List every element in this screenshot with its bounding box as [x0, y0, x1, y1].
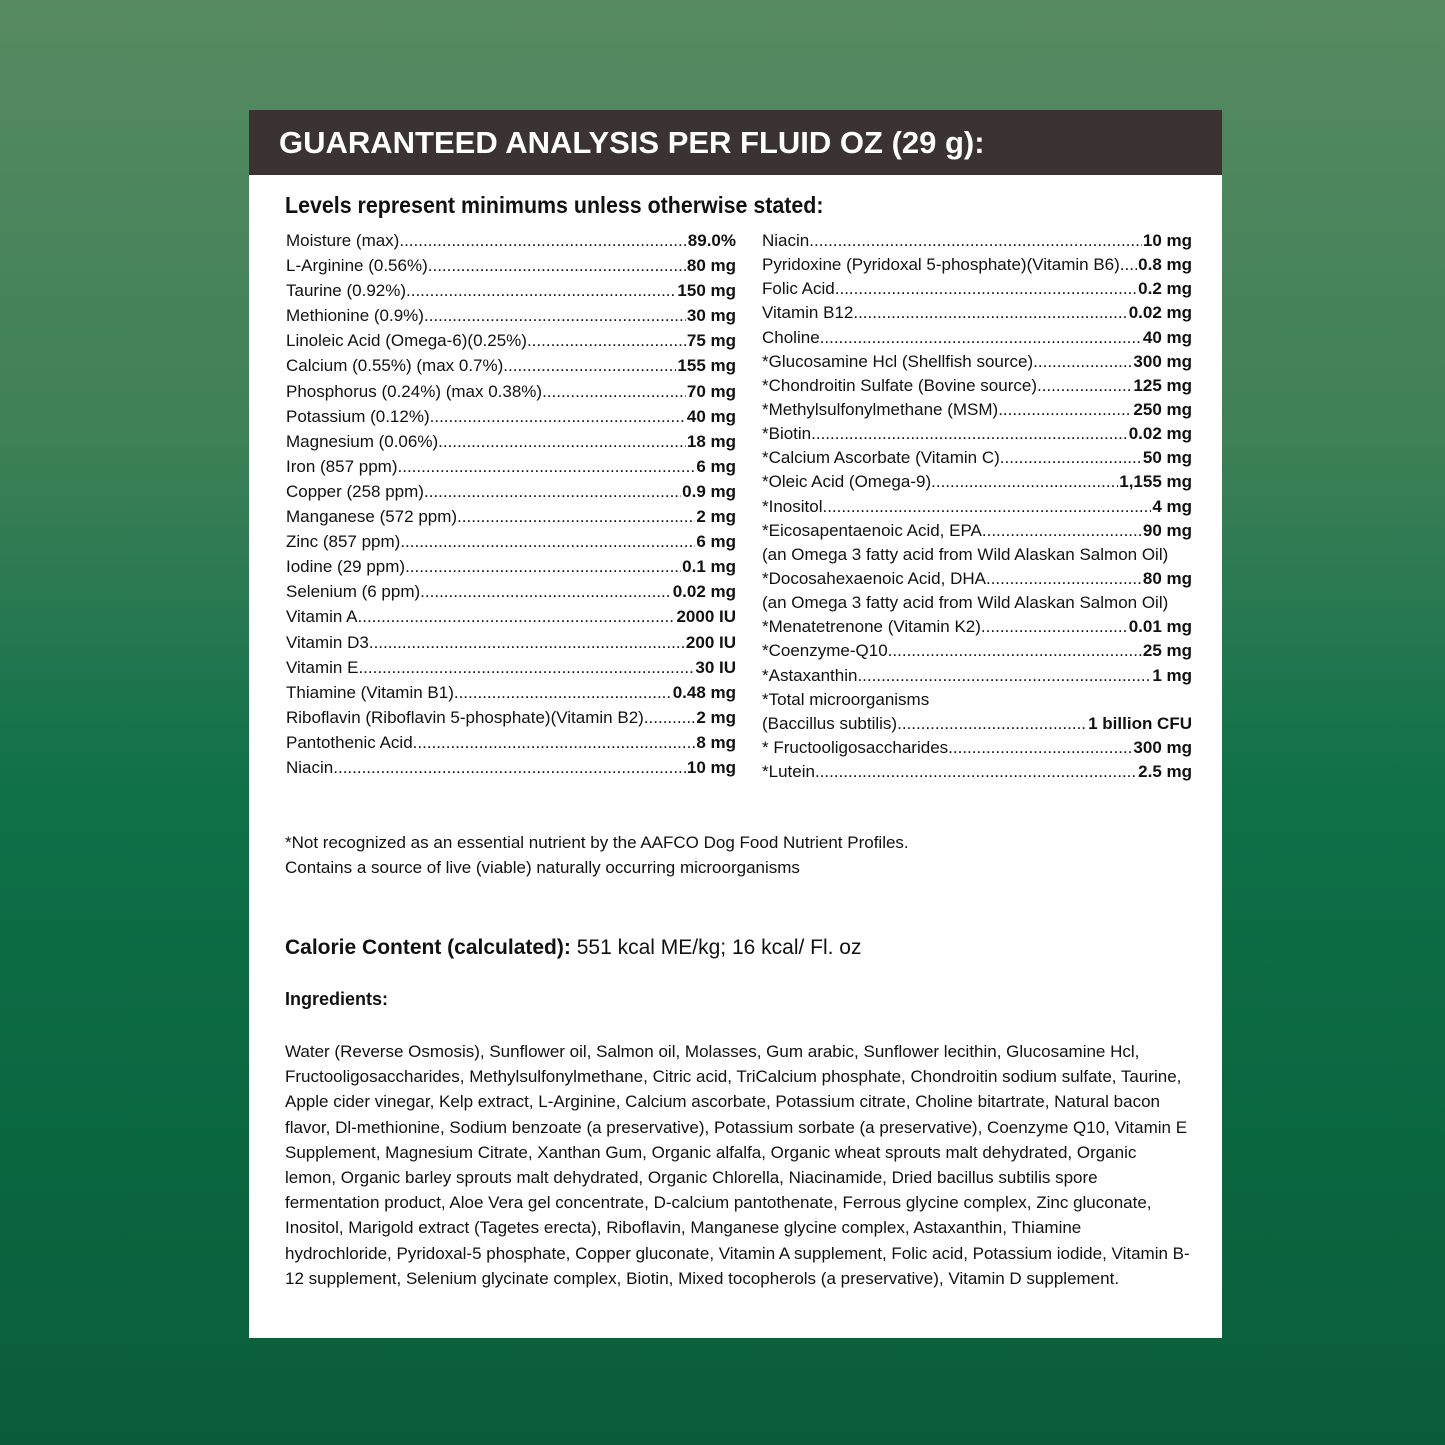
nutrient-name: *Inositol	[762, 496, 823, 516]
nutrient-row	[762, 497, 1192, 521]
calorie-content	[285, 936, 862, 960]
nutrient-row	[286, 733, 736, 758]
panel-subtitle: Levels represent minimums unless otherwise stated:	[285, 192, 824, 218]
nutrient-row	[762, 738, 1192, 762]
nutrient-value: 155 mg	[677, 356, 736, 376]
dot-leader	[400, 532, 695, 552]
dot-leader	[430, 407, 686, 427]
dot-leader	[1037, 376, 1132, 396]
nutrient-value: 125 mg	[1133, 375, 1192, 395]
dot-leader	[998, 400, 1132, 420]
dot-leader	[454, 683, 672, 703]
nutrient-row	[286, 708, 736, 733]
nutrient-value: 25 mg	[1142, 641, 1192, 661]
dot-leader	[644, 708, 696, 728]
nutrient-value: 8 mg	[696, 732, 736, 752]
dot-leader	[358, 658, 694, 678]
nutrient-name: Selenium (6 ppm)	[286, 582, 421, 602]
nutrient-value: 0.1 mg	[682, 557, 736, 577]
dot-leader	[413, 733, 696, 753]
nutrient-row	[286, 281, 736, 306]
dot-leader	[857, 666, 1151, 686]
nutrient-row	[286, 356, 736, 381]
nutrient-name: Potassium (0.12%)	[286, 406, 430, 426]
nutrient-row	[286, 758, 736, 783]
nutrient-row	[286, 407, 736, 432]
dot-leader	[542, 382, 686, 402]
nutrient-value: 0.2 mg	[1138, 279, 1192, 299]
nutrient-list-right	[762, 231, 1192, 786]
dot-leader	[398, 457, 696, 477]
nutrient-name: *Astaxanthin	[762, 665, 858, 685]
dot-leader	[399, 231, 686, 251]
nutrient-value: 89.0%	[687, 231, 736, 250]
nutrient-name: Choline	[762, 327, 820, 347]
nutrient-name: (an Omega 3 fatty acid from Wild Alaskan Salmon Oil)	[762, 593, 1169, 613]
nutrient-name: Iodine (29 ppm)	[286, 557, 406, 577]
dot-leader	[424, 482, 681, 502]
nutrient-value: 2.5 mg	[1138, 762, 1192, 782]
nutrient-value: 10 mg	[686, 757, 736, 777]
dot-leader	[815, 762, 1137, 782]
nutrient-name: *Oleic Acid (Omega-9)	[762, 472, 932, 492]
dot-leader	[405, 557, 681, 577]
nutrient-value: 300 mg	[1133, 737, 1192, 757]
nutrient-row	[286, 331, 736, 356]
footnote-line-2: Contains a source of live (viable) naturally occurring microorganisms	[285, 858, 800, 877]
nutrient-value: 6 mg	[696, 456, 736, 476]
nutrient-name: Vitamin B12	[762, 303, 854, 323]
nutrient-name: Methionine (0.9%)	[286, 306, 424, 326]
dot-leader	[835, 279, 1137, 299]
nutrient-name: * Fructooligosaccharides	[762, 737, 949, 757]
dot-leader	[948, 738, 1132, 758]
nutrient-row	[286, 607, 736, 632]
dot-leader	[333, 758, 686, 778]
nutrient-name: Niacin	[762, 231, 810, 250]
nutrient-name: Vitamin D3	[286, 632, 369, 652]
nutrient-name: *Methylsulfonylmethane (MSM)	[762, 399, 999, 419]
nutrient-value: 30 mg	[686, 306, 736, 326]
nutrient-name: Taurine (0.92%)	[286, 281, 407, 301]
dot-leader	[853, 303, 1127, 323]
nutrient-name: Moisture (max)	[286, 231, 400, 250]
nutrient-value: 50 mg	[1142, 448, 1192, 468]
dot-leader	[424, 306, 686, 326]
nutrient-name: Manganese (572 ppm)	[286, 507, 458, 527]
nutrient-value: 70 mg	[686, 381, 736, 401]
nutrient-name: Zinc (857 ppm)	[286, 532, 401, 552]
nutrient-row	[762, 641, 1192, 665]
nutrient-name: Riboflavin (Riboflavin 5-phosphate)(Vitamin B2)	[286, 707, 644, 727]
nutrient-value: 0.02 mg	[672, 582, 736, 602]
dot-leader	[527, 331, 686, 351]
dot-leader	[931, 472, 1118, 492]
nutrient-row	[286, 683, 736, 708]
nutrient-value: 2000 IU	[676, 607, 736, 627]
dot-leader	[428, 256, 686, 276]
nutrient-row	[762, 376, 1192, 400]
nutrient-value: 0.01 mg	[1128, 617, 1192, 637]
nutrient-value: 2 mg	[696, 507, 736, 527]
dot-leader	[1120, 255, 1137, 275]
nutrient-name: (an Omega 3 fatty acid from Wild Alaskan Salmon Oil)	[762, 544, 1169, 564]
nutrient-row	[762, 762, 1192, 786]
nutrient-row	[762, 400, 1192, 424]
nutrient-value: 10 mg	[1142, 231, 1192, 250]
nutrient-name: *Calcium Ascorbate (Vitamin C)	[762, 448, 1000, 468]
nutrient-name: Folic Acid	[762, 279, 835, 299]
dot-leader	[888, 641, 1142, 661]
nutrient-row	[762, 255, 1192, 279]
dot-leader	[811, 424, 1128, 444]
nutrient-list-left	[286, 231, 736, 783]
nutrient-row	[762, 690, 1192, 714]
nutrient-value: 0.8 mg	[1138, 255, 1192, 275]
nutrient-name: *Lutein	[762, 762, 815, 782]
nutrient-value: 40 mg	[1142, 327, 1192, 347]
nutrient-value: 0.02 mg	[1128, 424, 1192, 444]
nutrient-value: 4 mg	[1152, 496, 1192, 516]
dot-leader	[1033, 352, 1132, 372]
nutrient-row	[762, 448, 1192, 472]
nutrient-name: Copper (258 ppm)	[286, 481, 424, 501]
ingredients-title: Ingredients:	[285, 989, 389, 1009]
nutrient-value: 0.9 mg	[682, 481, 736, 501]
nutrient-row	[286, 507, 736, 532]
dot-leader	[986, 569, 1142, 589]
nutrient-value: 75 mg	[686, 331, 736, 351]
nutrient-name: *Docosahexaenoic Acid, DHA	[762, 568, 986, 588]
calorie-value: 551 kcal ME/kg; 16 kcal/ Fl. oz	[570, 936, 862, 959]
nutrient-value: 18 mg	[686, 431, 736, 451]
nutrient-row	[762, 279, 1192, 303]
nutrient-value: 80 mg	[1142, 568, 1192, 588]
nutrient-value: 200 IU	[685, 632, 736, 652]
nutrient-name: Niacin	[286, 757, 334, 777]
nutrient-row	[762, 231, 1192, 255]
dot-leader	[457, 507, 695, 527]
nutrient-value: 150 mg	[677, 281, 736, 301]
ingredients-text: Water (Reverse Osmosis), Sunflower oil, Salmon oil, Molasses, Gum arabic, Sunflower lecithin, Glucosamine Hcl, Fructooligosaccharides, Methylsulfonylmethane, Citric acid, TriCalcium phosphate, Chondroitin sodium sulfate, Taurine, Apple cider vinegar, Kelp extract, L-Arginine, Calcium ascorbate, Potassium citrate, Choline bitartrate, Natural bacon flavor, Dl-methionine, Sodium benzoate (a preservative), Potassium sorbate (a preservative), Coenzyme Q10, Vitamin E Supplement, Magnesium Citrate, Xanthan Gum, Organic alfalfa, Organic wheat sprouts malt dehydrated, Organic lemon, Organic barley sprouts malt dehydrated, Organic Chlorella, Niacinamide, Dried bacillus subtilis spore fermentation product, Aloe Vera gel concentrate, D-calcium pantothenate, Ferrous glycine complex, Zinc gluconate, Inositol, Marigold extract (Tagetes erecta), Riboflavin, Manganese glycine complex, Astaxanthin, Thiamine hydrochloride, Pyridoxal-5 phosphate, Copper gluconate, Vitamin A supplement, Folic acid, Potassium iodide, Vitamin B-12 supplement, Selenium glycinate complex, Biotin, Mixed tocopherols (a preservative), Vitamin D supplement.	[285, 1042, 1190, 1288]
dot-leader	[358, 607, 676, 627]
nutrient-row	[286, 532, 736, 557]
nutrient-name: *Chondroitin Sulfate (Bovine source)	[762, 375, 1037, 395]
footnote	[285, 830, 909, 880]
dot-leader	[1000, 448, 1142, 468]
nutrient-value: 250 mg	[1133, 399, 1192, 419]
nutrient-name: Pyridoxine (Pyridoxal 5-phosphate)(Vitamin B6)	[762, 255, 1120, 275]
nutrient-row	[286, 658, 736, 683]
analysis-panel	[249, 110, 1222, 1338]
nutrient-row	[286, 557, 736, 582]
dot-leader	[809, 231, 1142, 251]
nutrient-name: *Menatetrenone (Vitamin K2)	[762, 617, 981, 637]
nutrient-name: *Coenzyme-Q10	[762, 641, 888, 661]
nutrient-name: Vitamin A	[286, 607, 358, 627]
nutrient-value: 1 billion CFU	[1088, 713, 1192, 733]
dot-leader	[438, 432, 686, 452]
nutrient-row	[762, 521, 1192, 545]
nutrient-row	[762, 424, 1192, 448]
dot-leader	[503, 356, 676, 376]
nutrient-row	[286, 633, 736, 658]
nutrient-value: 2 mg	[696, 707, 736, 727]
dot-leader	[406, 281, 676, 301]
nutrient-name: Pantothenic Acid	[286, 732, 413, 752]
dot-leader	[420, 582, 672, 602]
nutrient-row	[286, 457, 736, 482]
nutrient-value: 300 mg	[1133, 351, 1192, 371]
nutrient-row	[762, 714, 1192, 738]
nutrient-name: *Total microorganisms	[762, 689, 930, 709]
nutrient-name: Linoleic Acid (Omega-6)(0.25%)	[286, 331, 527, 351]
nutrient-value: 1 mg	[1152, 665, 1192, 685]
nutrient-row	[762, 545, 1192, 569]
nutrient-row	[286, 432, 736, 457]
panel-title: GUARANTEED ANALYSIS PER FLUID OZ (29 g):	[249, 110, 1222, 175]
nutrient-row	[762, 666, 1192, 690]
nutrient-row	[286, 256, 736, 281]
nutrient-name: (Baccillus subtilis)	[762, 713, 898, 733]
calorie-label: Calorie Content (calculated):	[285, 936, 571, 959]
nutrient-row	[286, 231, 736, 256]
dot-leader	[981, 617, 1128, 637]
nutrient-row	[762, 352, 1192, 376]
nutrient-value: 80 mg	[686, 256, 736, 276]
nutrient-value: 1,155 mg	[1119, 472, 1192, 492]
nutrient-name: L-Arginine (0.56%)	[286, 256, 428, 276]
nutrient-row	[762, 569, 1192, 593]
nutrient-value: 40 mg	[686, 406, 736, 426]
nutrient-name: *Glucosamine Hcl (Shellfish source)	[762, 351, 1034, 371]
dot-leader	[982, 521, 1142, 541]
nutrient-name: *Eicosapentaenoic Acid, EPA	[762, 520, 982, 540]
dot-leader	[369, 633, 685, 653]
nutrient-value: 30 IU	[695, 657, 736, 677]
nutrient-row	[286, 382, 736, 407]
nutrient-value: 6 mg	[696, 532, 736, 552]
nutrient-name: *Biotin	[762, 424, 812, 444]
footnote-line-1: *Not recognized as an essential nutrient by the AAFCO Dog Food Nutrient Profiles.	[285, 833, 909, 852]
nutrient-row	[286, 582, 736, 607]
nutrient-row	[762, 593, 1192, 617]
dot-leader	[820, 328, 1142, 348]
nutrient-value: 0.48 mg	[672, 682, 736, 702]
nutrient-row	[762, 472, 1192, 496]
nutrient-row	[762, 303, 1192, 327]
dot-leader	[897, 714, 1087, 734]
nutrient-name: Magnesium (0.06%)	[286, 431, 439, 451]
nutrient-name: Thiamine (Vitamin B1)	[286, 682, 454, 702]
nutrient-value: 0.02 mg	[1128, 303, 1192, 323]
nutrient-row	[762, 617, 1192, 641]
nutrient-value: 90 mg	[1142, 520, 1192, 540]
nutrient-name: Iron (857 ppm)	[286, 456, 398, 476]
dot-leader	[822, 497, 1151, 517]
nutrient-name: Vitamin E	[286, 657, 359, 677]
nutrient-row	[286, 482, 736, 507]
nutrient-name: Calcium (0.55%) (max 0.7%)	[286, 356, 504, 376]
nutrient-name: Phosphorus (0.24%) (max 0.38%)	[286, 381, 543, 401]
nutrient-row	[762, 328, 1192, 352]
nutrient-row	[286, 306, 736, 331]
